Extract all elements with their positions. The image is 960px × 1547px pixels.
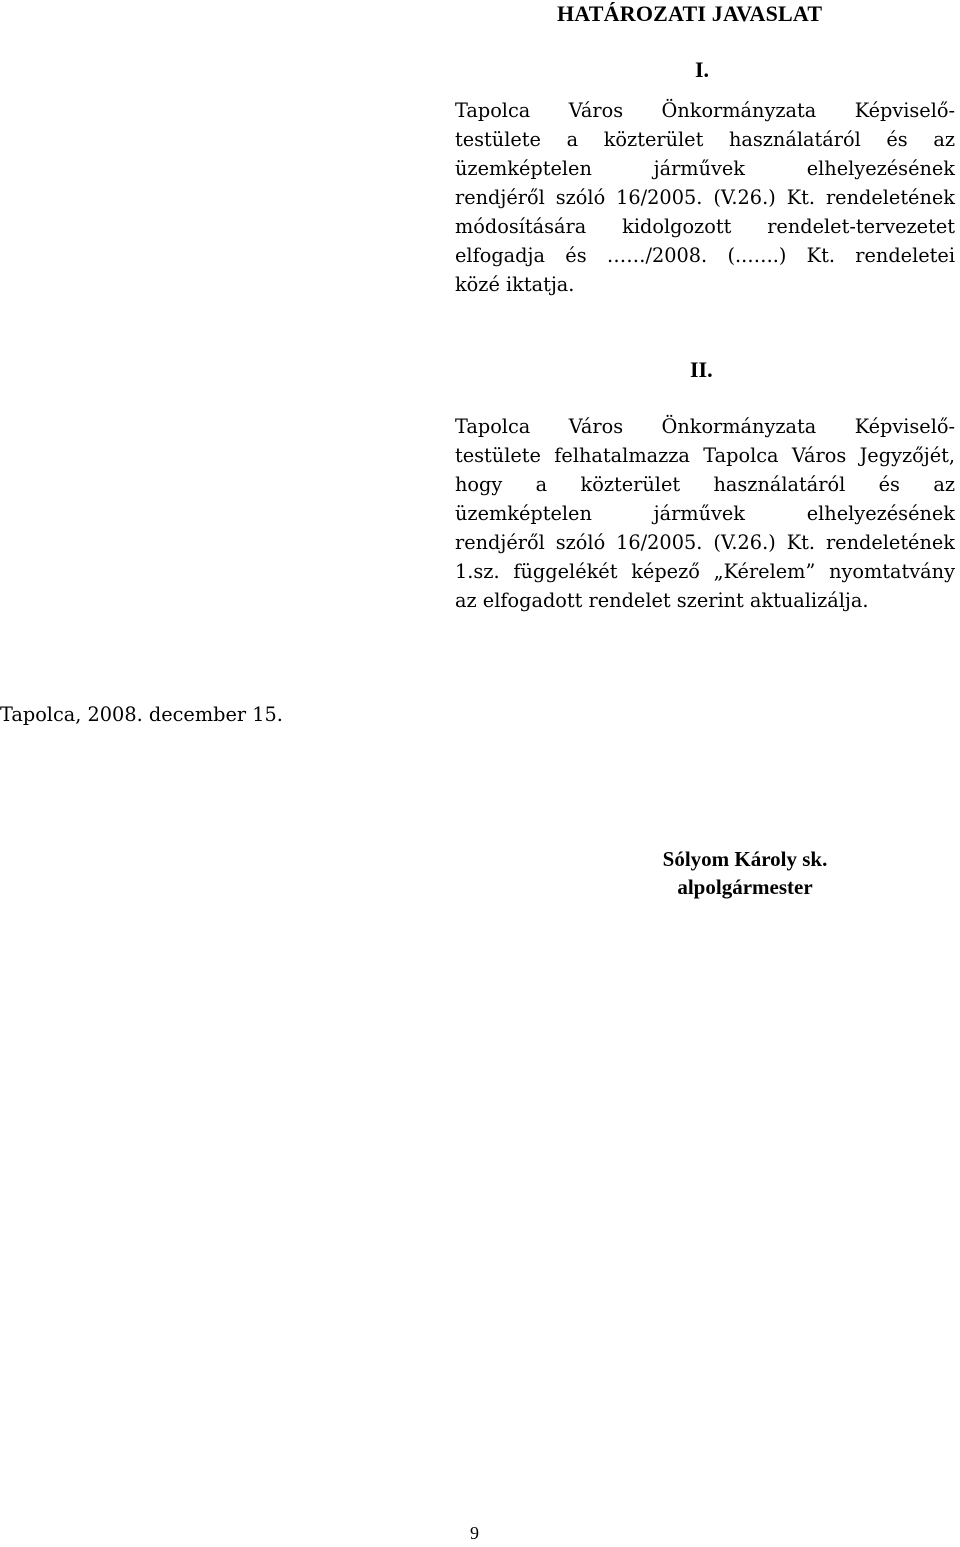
page-number: 9 — [470, 1523, 479, 1543]
section-2-number: II. — [690, 357, 713, 382]
date-line: Tapolca, 2008. december 15. — [0, 703, 283, 726]
signature-name: Sólyom Károly sk. — [662, 847, 828, 871]
paragraph-line: elfogadja és ……/2008. (..…..) Kt. rendeletei — [455, 244, 955, 267]
section-1-paragraph — [455, 96, 955, 299]
paragraph-line: testülete felhatalmazza Tapolca Város Jegyzőjét, — [455, 444, 955, 467]
paragraph-line: az elfogadott rendelet szerint aktualizálja. — [455, 589, 869, 612]
paragraph-line: Tapolca Város Önkormányzata Képviselő- — [455, 415, 955, 438]
paragraph-line: üzemképtelen járművek elhelyezésének — [455, 502, 955, 525]
paragraph-line: testülete a közterület használatáról és az — [455, 128, 955, 151]
paragraph-line: üzemképtelen járművek elhelyezésének — [455, 157, 955, 180]
paragraph-line: módosítására kidolgozott rendelet-tervezetet — [455, 215, 955, 238]
section-1-number: I. — [695, 57, 710, 82]
paragraph-line: Tapolca Város Önkormányzata Képviselő- — [455, 99, 955, 122]
section-2-paragraph — [455, 412, 955, 615]
paragraph-line: rendjéről szóló 16/2005. (V.26.) Kt. rendeletének — [455, 186, 955, 209]
paragraph-line: közé iktatja. — [455, 273, 575, 296]
paragraph-line: rendjéről szóló 16/2005. (V.26.) Kt. rendeletének — [455, 531, 955, 554]
paragraph-line: hogy a közterület használatáról és az — [455, 473, 955, 496]
paragraph-line: 1.sz. függelékét képező „Kérelem” nyomtatvány — [455, 560, 955, 583]
signature-title: alpolgármester — [677, 875, 813, 899]
page-title: HATÁROZATI JAVASLAT — [557, 1, 823, 26]
